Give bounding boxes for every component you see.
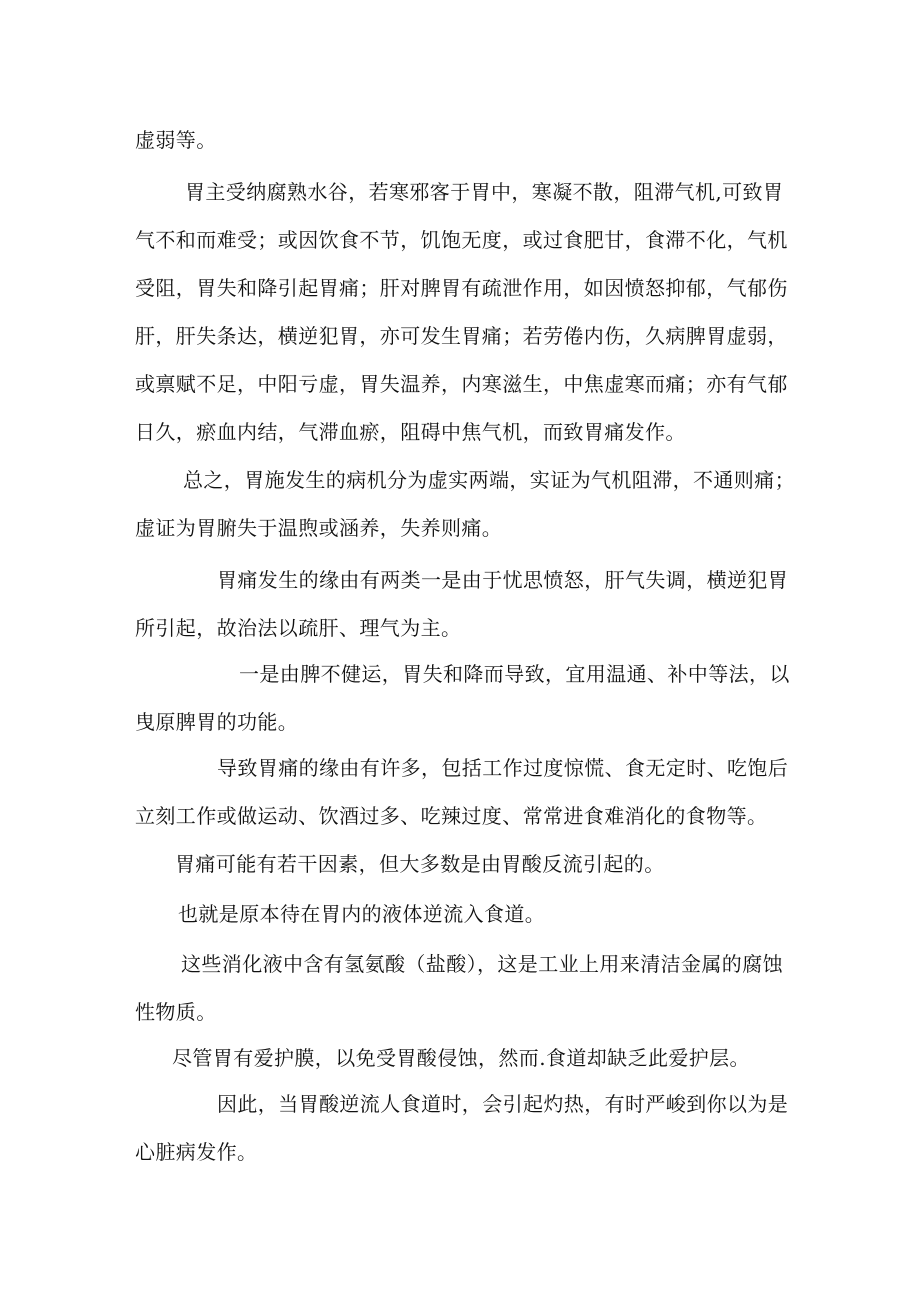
paragraph-1: [135, 116, 217, 164]
paragraph-8: [178, 890, 545, 938]
paragraph-line: 这些消化液中含有氢氨酸（盐酸），这是工业上用来清洁金属的腐蚀: [181, 952, 783, 976]
paragraph-line: 曳原脾胃的功能。: [135, 710, 299, 734]
paragraph-5: [135, 650, 790, 746]
paragraph-line: 虚弱等。: [135, 128, 217, 152]
paragraph-9: [135, 940, 783, 1036]
paragraph-line: 虚证为胃腑失于温煦或涵养，失养则痛。: [135, 516, 503, 540]
paragraph-4: [135, 556, 788, 652]
paragraph-line: 胃痛发生的缘由有两类一是由于忧思愤怒，肝气失调，横逆犯胃: [217, 568, 789, 592]
paragraph-line: 因此，当胃酸逆流人食道时，会引起灼热，有时严峻到你以为是: [217, 1092, 789, 1116]
paragraph-3: [135, 456, 795, 552]
paragraph-line: 日久，瘀血内结，气滞血瘀，阻碍中焦气机，而致胃痛发作。: [135, 420, 686, 444]
paragraph-line: 导致胃痛的缘由有许多，包括工作过度惊慌、食无定时、吃饱后: [217, 756, 789, 780]
paragraph-line: 立刻工作或做运动、饮酒过多、吃辣过度、常常进食难消化的食物等。: [135, 804, 768, 828]
paragraph-line: 总之，胃施发生的病机分为虚实两端，实证为气机阻滞，不通则痛；: [183, 468, 795, 492]
paragraph-line: 所引起，故治法以疏肝、理气为主。: [135, 616, 462, 640]
paragraph-line: 心脏病发作。: [135, 1140, 258, 1164]
paragraph-line: 气不和而难受；或因饮食不节，饥饱无度，或过食肥甘，食滞不化，气机: [135, 228, 788, 252]
paragraph-line: 也就是原本待在胃内的液体逆流入食道。: [178, 902, 546, 926]
paragraph-10: [172, 1034, 750, 1082]
paragraph-7: [175, 840, 665, 888]
paragraph-line: 胃痛可能有若干因素，但大多数是由胃酸反流引起的。: [175, 852, 665, 876]
paragraph-line: 尽管胃有爱护膜，以免受胃酸侵蚀，然而.食道却缺乏此爱护层。: [172, 1046, 750, 1070]
paragraph-line: 肝，肝失条达，横逆犯胃，亦可发生胃痛；若劳倦内伤，久病脾胃虚弱，: [135, 324, 788, 348]
paragraph-6: [135, 744, 788, 840]
paragraph-line: 或禀赋不足，中阳亏虚，胃失温养，内寒滋生，中焦虚寒而痛；亦有气郁: [135, 372, 788, 396]
paragraph-line: 胃主受纳腐熟水谷，若寒邪客于胃中，寒凝不散，阻滞气机,可致胃: [185, 180, 784, 204]
paragraph-line: 受阻，胃失和降引起胃痛；肝对脾胃有疏泄作用，如因愤怒抑郁，气郁伤: [135, 276, 788, 300]
paragraph-line: 性物质。: [135, 1000, 217, 1024]
paragraph-11: [135, 1080, 788, 1176]
paragraph-line: 一是由脾不健运，胃失和降而导致，宜用温通、补中等法，以: [239, 662, 790, 686]
paragraph-2: [135, 168, 788, 456]
